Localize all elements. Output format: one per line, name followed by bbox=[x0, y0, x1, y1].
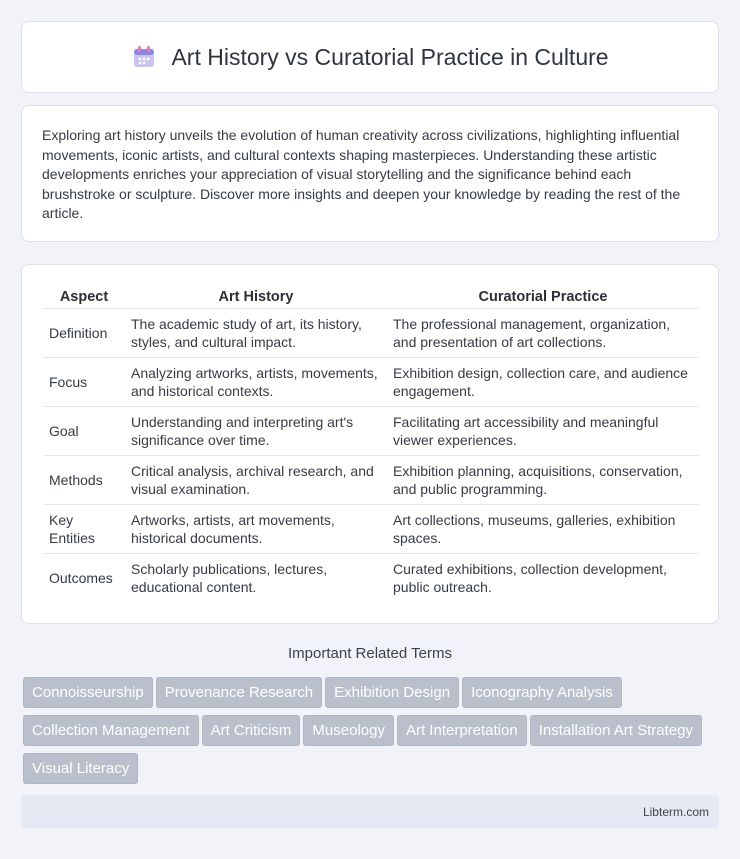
table-row bbox=[43, 505, 699, 554]
table-row bbox=[43, 407, 699, 456]
cell-curatorial: Exhibition planning, acquisitions, conservation, and public programming. bbox=[387, 456, 699, 505]
cell-curatorial: Curated exhibitions, collection development, public outreach. bbox=[387, 554, 699, 603]
related-term-tag[interactable]: Art Criticism bbox=[202, 715, 301, 746]
calendar-icon bbox=[131, 44, 157, 70]
table-row bbox=[43, 309, 699, 358]
intro-card bbox=[21, 105, 719, 242]
cell-aspect: Definition bbox=[43, 309, 125, 358]
footer bbox=[21, 795, 719, 828]
related-term-tag[interactable]: Installation Art Strategy bbox=[530, 715, 702, 746]
table-row bbox=[43, 456, 699, 505]
cell-art-history: Analyzing artworks, artists, movements, and historical contexts. bbox=[125, 358, 387, 407]
related-term-tag[interactable]: Visual Literacy bbox=[23, 753, 138, 784]
comparison-table bbox=[43, 285, 699, 603]
cell-aspect: Goal bbox=[43, 407, 125, 456]
related-term-tag[interactable]: Connoisseurship bbox=[23, 677, 153, 708]
related-terms-title: Important Related Terms bbox=[288, 645, 452, 662]
cell-art-history: Scholarly publications, lectures, educational content. bbox=[125, 554, 387, 603]
cell-aspect: Methods bbox=[43, 456, 125, 505]
cell-art-history: Critical analysis, archival research, and visual examination. bbox=[125, 456, 387, 505]
header-art-history: Art History bbox=[218, 289, 294, 305]
related-term-tag[interactable]: Iconography Analysis bbox=[462, 677, 622, 708]
related-terms-list bbox=[23, 677, 723, 791]
related-term-tag[interactable]: Art Interpretation bbox=[397, 715, 527, 746]
title-card bbox=[21, 21, 719, 93]
cell-curatorial: Facilitating art accessibility and meaningful viewer experiences. bbox=[387, 407, 699, 456]
related-term-tag[interactable]: Museology bbox=[303, 715, 394, 746]
cell-curatorial: The professional management, organization, and presentation of art collections. bbox=[387, 309, 699, 358]
cell-art-history: Understanding and interpreting art's significance over time. bbox=[125, 407, 387, 456]
cell-curatorial: Art collections, museums, galleries, exhibition spaces. bbox=[387, 505, 699, 554]
table-header-row bbox=[43, 285, 699, 309]
intro-paragraph: Exploring art history unveils the evolution of human creativity across civilizations, highlighting influential movements, iconic artists, and cultural contexts shaping masterpieces. Understanding these artistic developments enriches your appreciation of visual storytelling and the significance behind each brushstroke or sculpture. Discover more insights and deepen your knowledge by reading the rest of the article. bbox=[42, 127, 681, 222]
cell-aspect: Outcomes bbox=[43, 554, 125, 603]
header-curatorial-practice: Curatorial Practice bbox=[478, 289, 608, 305]
footer-site-link[interactable]: Libterm.com bbox=[642, 805, 709, 819]
table-row bbox=[43, 554, 699, 603]
cell-aspect: Focus bbox=[43, 358, 125, 407]
related-term-tag[interactable]: Provenance Research bbox=[156, 677, 322, 708]
comparison-card bbox=[21, 264, 719, 624]
cell-curatorial: Exhibition design, collection care, and audience engagement. bbox=[387, 358, 699, 407]
cell-art-history: Artworks, artists, art movements, historical documents. bbox=[125, 505, 387, 554]
related-term-tag[interactable]: Collection Management bbox=[23, 715, 199, 746]
header-aspect: Aspect bbox=[59, 289, 109, 305]
related-term-tag[interactable]: Exhibition Design bbox=[325, 677, 459, 708]
page-title: Art History vs Curatorial Practice in Culture bbox=[171, 43, 609, 70]
cell-art-history: The academic study of art, its history, styles, and cultural impact. bbox=[125, 309, 387, 358]
cell-aspect: Key Entities bbox=[43, 505, 125, 554]
table-row bbox=[43, 358, 699, 407]
